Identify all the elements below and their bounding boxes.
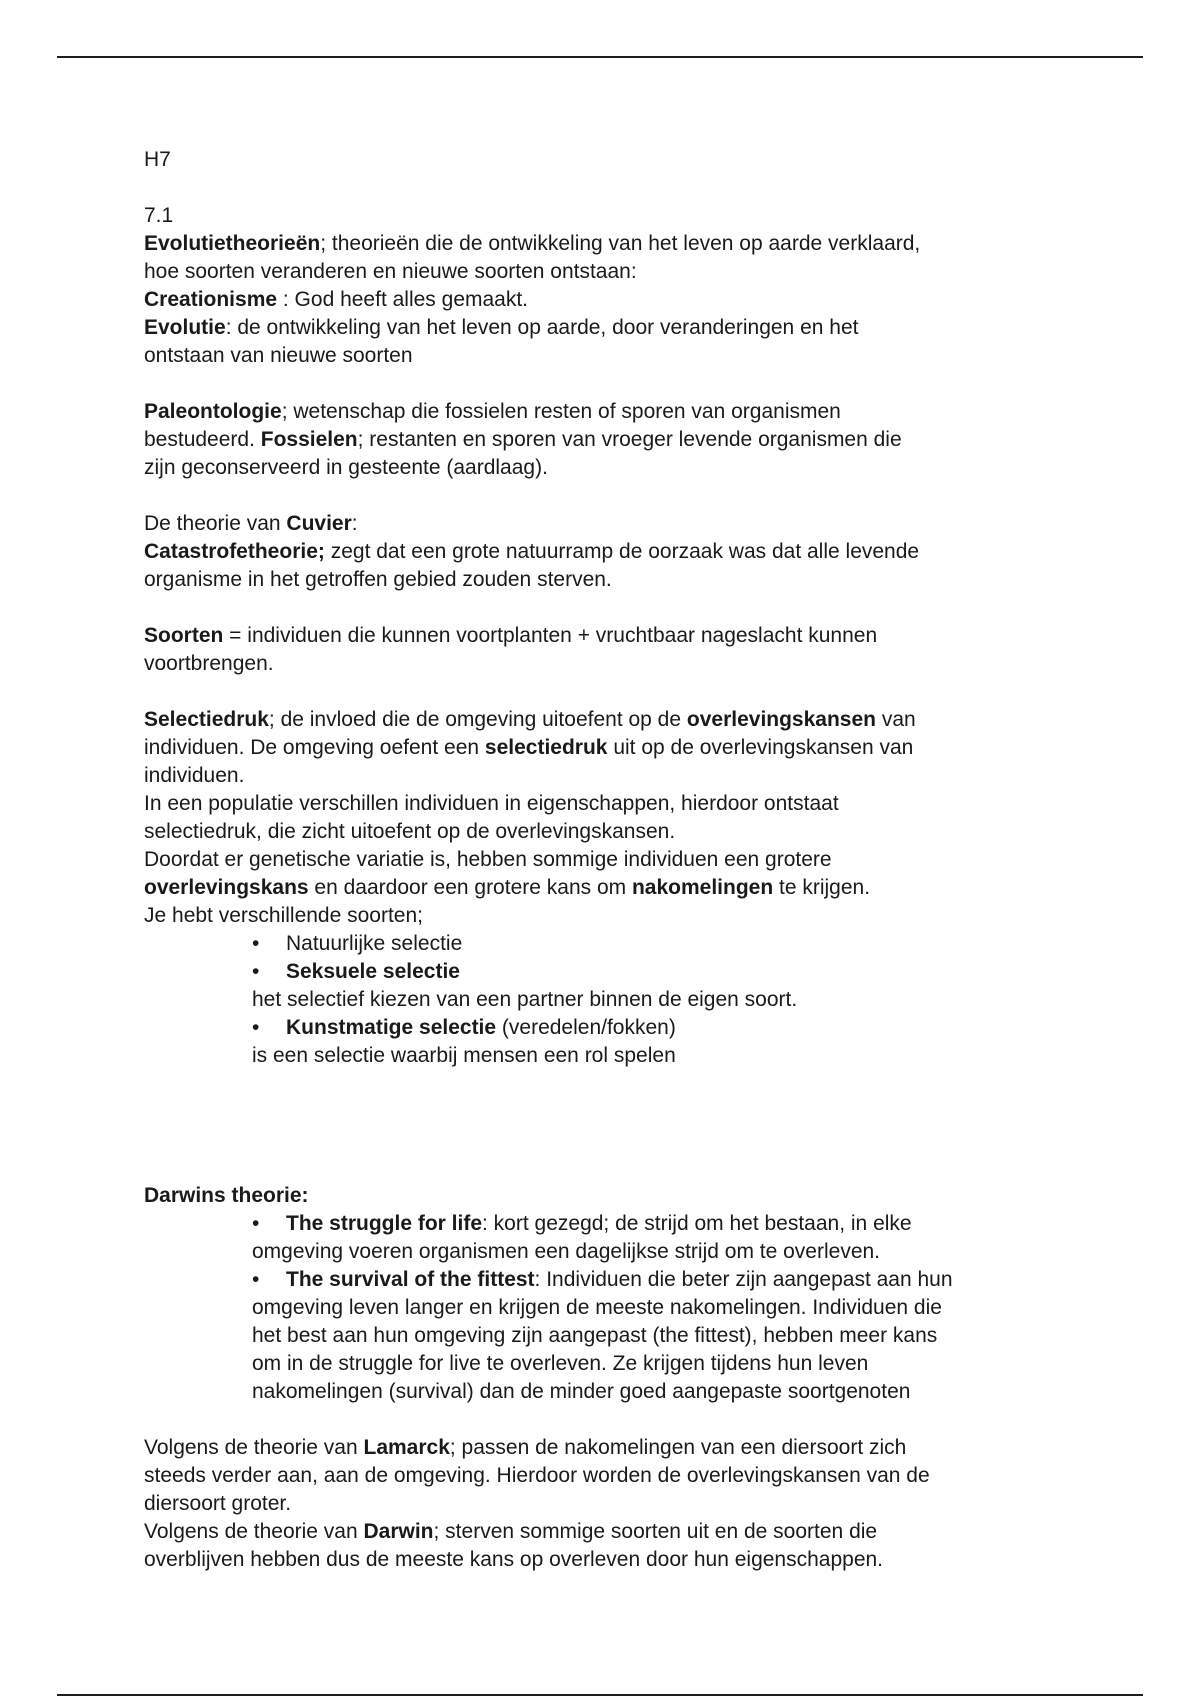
chapter-heading: H7 — [144, 148, 171, 171]
paragraph-lamarck-darwin: Volgens de theorie van Lamarck; passen de nakomelingen van een diersoort zich steeds verder aan, aan de omgeving. Hierdoor worden de overlevingskansen van de diersoort groter. Volgens de theorie van Darwin; sterven sommige soorten uit en de soorten die overblijven hebben dus de meeste kans op overleven door hun eigenschappen. — [144, 1436, 930, 1571]
bullet-icon: • — [252, 960, 260, 983]
list-item: • Natuurlijke selectie — [144, 930, 1084, 958]
paragraph-evolutie: Evolutietheorieën; theorieën die de ontwikkeling van het leven op aarde verklaard, hoe soorten veranderen en nieuwe soorten ontstaan: Creationisme : God heeft alles gemaakt. Evolutie: de ontwikkeling van het leven op aarde, door veranderingen en het ontstaan van nieuwe soorten — [144, 232, 921, 367]
paragraph-selectiedruk: Selectiedruk; de invloed die de omgeving uitoefent op de overlevingskansen van individuen. De omgeving oefent een selectiedruk uit op de overlevingskansen van individuen. In een populatie verschillen individuen in eigenschappen, hierdoor ontstaat selectiedruk, die zicht uitoefent op de overlevingskansen. Doordat er genetische variatie is, hebben sommige individuen een grotere overlevingskans en daardoor een grotere kans om nakomelingen te krijgen. Je hebt verschillende soorten; • Natuurlijke selectie • Seksuele selectie het selectief kiezen van een partner binnen de eigen soort. • Kunstmatige selectie (veredelen/fokken) is een selectie waarbij mensen een rol spelen — [144, 706, 1084, 1070]
bullet-icon: • — [252, 1268, 260, 1291]
paragraph-darwin: Darwins theorie: • The struggle for life: kort gezegd; de strijd om het bestaan, in elke omgeving voeren organismen een dagelijkse strijd om te overleven. • The survival of the fittest: Individuen die beter zijn aangepast aan hun omgeving leven langer en krijgen de meeste nakomelingen. Individuen die het best aan hun omgeving zijn aangepast (the fittest), hebben meer kans om in de struggle for live te overleven. Ze krijgen tijdens hun leven nakomelingen (survival) dan de minder goed aangepaste soortgenoten — [144, 1182, 1084, 1406]
bullet-icon: • — [252, 932, 260, 955]
paragraph-soorten: Soorten = individuen die kunnen voortplanten + vruchtbaar nageslacht kunnen voortbrengen. — [144, 624, 878, 675]
bullet-icon: • — [252, 1212, 260, 1235]
section-number: 7.1 — [144, 204, 174, 227]
paragraph-cuvier: De theorie van Cuvier: Catastrofetheorie; zegt dat een grote natuurramp de oorzaak was dat alle levende organisme in het getroffen gebied zouden sterven. — [144, 512, 920, 591]
document-page — [144, 146, 1084, 1574]
list-item: • The survival of the fittest: Individuen die beter zijn aangepast aan hun — [144, 1266, 1084, 1294]
paragraph-paleontologie: Paleontologie; wetenschap die fossielen resten of sporen van organismen bestudeerd. Fossielen; restanten en sporen van vroeger levende organismen die zijn geconserveerd in gesteente (aardlaag). — [144, 400, 902, 479]
list-item: • Seksuele selectie — [144, 958, 1084, 986]
bottom-rule — [57, 1694, 1143, 1696]
darwin-title: Darwins theorie: — [144, 1184, 309, 1207]
top-rule — [57, 56, 1143, 58]
bullet-icon: • — [252, 1016, 260, 1039]
list-item: • The struggle for life: kort gezegd; de strijd om het bestaan, in elke — [144, 1210, 1084, 1238]
list-item: • Kunstmatige selectie (veredelen/fokken) — [144, 1014, 1084, 1042]
